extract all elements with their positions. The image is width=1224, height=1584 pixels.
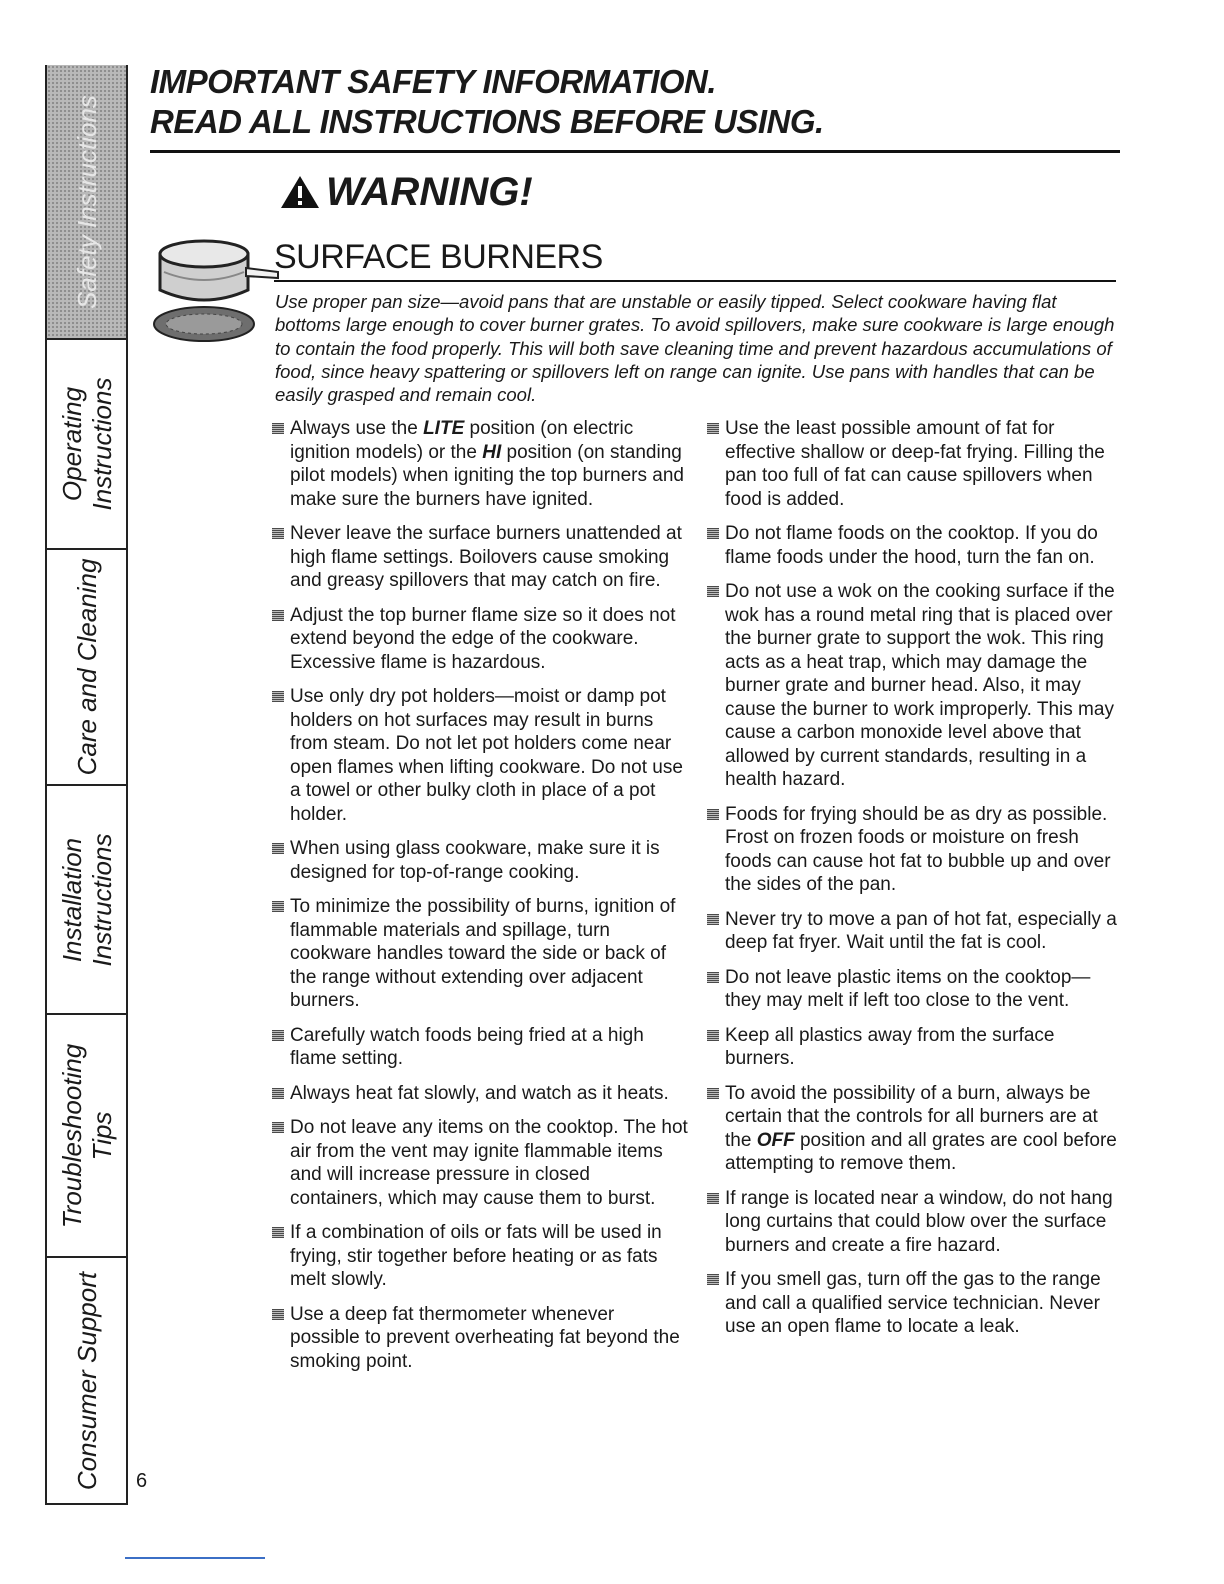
safety-bullet-item — [268, 685, 688, 826]
tab-installation-instructions[interactable] — [47, 786, 126, 1015]
safety-bullet-item — [268, 895, 688, 1013]
bullet-text: Carefully watch foods being fried at a high flame setting. — [290, 1024, 644, 1069]
tab-operating-instructions[interactable] — [47, 340, 126, 550]
safety-bullet-item — [268, 1082, 688, 1106]
bullet-square-icon — [707, 809, 719, 820]
tab-care-and-cleaning[interactable] — [47, 550, 126, 786]
bullet-text: If you smell gas, turn off the gas to the range and call a qualified service technician. Never use an open flame to locate a leak. — [725, 1269, 1101, 1337]
tab-label: Troubleshooting Tips — [56, 1043, 117, 1228]
bullet-text: position (on standing pilot models) when igniting the top burners and make sure the burners have ignited. — [290, 441, 684, 510]
tab-label: Safety Instructions — [71, 94, 102, 309]
page-number: 6 — [136, 1470, 148, 1492]
warning-heading — [280, 168, 533, 216]
bullet-text: If range is located near a window, do not hang long curtains that could blow over the surface burners and create a fire hazard. — [725, 1187, 1113, 1256]
safety-bullet-item — [703, 1268, 1123, 1339]
bullet-text: When using glass cookware, make sure it is designed for top-of-range cooking. — [290, 838, 660, 883]
bullet-text: Adjust the top burner flame size so it does not extend beyond the edge of the cookware. Excessive flame is hazardous. — [290, 604, 676, 673]
tab-label: Consumer Support — [71, 1271, 102, 1490]
bullet-square-icon — [272, 1088, 284, 1099]
tab-troubleshooting-tips[interactable] — [47, 1015, 126, 1258]
bullet-text: position (on electric ignition models) or the — [290, 418, 634, 463]
bullet-text: Do not leave any items on the cooktop. The hot air from the vent may ignite flammable items and will increase pressure in closed containers, which may cause them to burst. — [290, 1117, 688, 1209]
bullet-square-icon — [272, 1030, 284, 1041]
bullet-square-icon — [707, 972, 719, 983]
safety-bullet-item — [268, 1303, 688, 1374]
safety-bullet-item — [703, 908, 1123, 955]
safety-bullet-item — [703, 1187, 1123, 1258]
bullet-square-icon — [272, 1227, 284, 1238]
bullet-square-icon — [707, 1274, 719, 1285]
safety-bullet-item — [268, 417, 688, 511]
bullet-square-icon — [707, 528, 719, 539]
safety-bullet-item — [268, 1024, 688, 1071]
emphasized-text: LITE — [423, 418, 465, 439]
bullet-text: position and all grates are cool before attempting to remove them. — [725, 1129, 1117, 1174]
bullet-square-icon — [272, 901, 284, 912]
tab-safety-instructions[interactable] — [47, 65, 126, 340]
tab-label: Care and Cleaning — [71, 558, 102, 776]
section-intro: Use proper pan size—avoid pans that are unstable or easily tipped. Select cookware having flat bottoms large enough to cover burner grates. To avoid spillovers, make sure cookware is large enough to contain the food properly. This will both save cleaning time and prevent hazardous accumulations of food, since heavy spattering or spillovers left on range can ignite. Use pans with handles that can be easily grasped and remain cool. — [275, 291, 1115, 406]
bullet-text: Foods for frying should be as dry as possible. Frost on frozen foods or moisture on fresh foods can cause hot fat to bubble up and over the sides of the pan. — [725, 803, 1111, 895]
bullet-text: Never leave the surface burners unattended at high flame settings. Boilovers cause smoking and greasy spillovers that may catch on fire. — [290, 523, 682, 591]
bullet-square-icon — [272, 528, 284, 539]
bullet-square-icon — [272, 423, 284, 434]
bullet-text: To avoid the possibility of a burn, always be certain that the controls for all burners are at the — [725, 1082, 1098, 1151]
bullet-text: Keep all plastics away from the surface burners. — [725, 1024, 1055, 1069]
bullet-text: Always use the — [290, 418, 424, 439]
bullet-square-icon — [272, 843, 284, 854]
bullet-text: Do not leave plastic items on the cooktop—they may melt if left too close to the vent. — [725, 966, 1091, 1011]
section-tab-sidebar — [45, 65, 128, 1505]
emphasized-text: OFF — [756, 1129, 795, 1151]
tab-consumer-support[interactable] — [47, 1258, 126, 1505]
safety-bullet-item — [703, 522, 1123, 569]
bullet-square-icon — [707, 423, 719, 434]
bullet-text: Always heat fat slowly, and watch as it heats. — [290, 1082, 669, 1104]
bullet-square-icon — [272, 1309, 284, 1320]
safety-bullet-item — [268, 837, 688, 884]
page-title — [150, 62, 1120, 153]
tab-label: Operating Instructions — [56, 377, 117, 511]
emphasized-text: HI — [482, 441, 502, 463]
bullet-text: Never try to move a pan of hot fat, especially a deep fat fryer. Wait until the fat is cool. — [725, 908, 1117, 953]
safety-bullet-item — [703, 803, 1123, 897]
safety-bullet-item — [268, 604, 688, 675]
warning-triangle-icon — [280, 174, 320, 210]
bullet-square-icon — [707, 1088, 719, 1099]
bullet-square-icon — [707, 1030, 719, 1041]
warning-label: WARNING! — [326, 170, 533, 214]
title-line-2: READ ALL INSTRUCTIONS BEFORE USING. — [150, 103, 824, 140]
bullet-text: Use a deep fat thermometer whenever possible to prevent overheating fat beyond the smoking point. — [290, 1303, 680, 1372]
bullet-square-icon — [272, 691, 284, 702]
safety-bullet-item — [703, 1082, 1123, 1176]
safety-bullet-item — [703, 580, 1123, 792]
bullet-square-icon — [707, 1193, 719, 1204]
bullet-square-icon — [707, 586, 719, 597]
bullet-text: Use the least possible amount of fat for effective shallow or deep-fat frying. Filling the pan too full of fat can cause spillovers when food is added. — [725, 418, 1105, 510]
bullet-square-icon — [272, 610, 284, 621]
bullet-text: Do not use a wok on the cooking surface if the wok has a round metal ring that is placed over the burner grate to support the wok. This ring acts as a heat trap, which may damage the burner grate and burner head. Also, it may cause the burner to work improperly. This may cause a carbon monoxide level above that allowed by current standards, resulting in a health hazard. — [725, 581, 1115, 790]
bullet-column-left — [268, 417, 688, 1384]
safety-bullet-item — [268, 1116, 688, 1210]
bullet-text: Do not flame foods on the cooktop. If you do flame foods under the hood, turn the fan on. — [725, 523, 1098, 568]
bullet-square-icon — [707, 914, 719, 925]
bullet-text: To minimize the possibility of burns, ignition of flammable materials and spillage, turn cookware handles toward the side or back of the range without extending over adjacent burners. — [290, 896, 676, 1011]
safety-bullet-item — [703, 1024, 1123, 1071]
bullet-square-icon — [272, 1122, 284, 1133]
bullet-text: If a combination of oils or fats will be used in frying, stir together before heating or as fats melt slowly. — [290, 1222, 662, 1290]
safety-bullet-item — [268, 522, 688, 593]
safety-bullet-item — [703, 966, 1123, 1013]
title-line-1: IMPORTANT SAFETY INFORMATION. — [150, 63, 717, 100]
pot-icon — [146, 232, 286, 350]
safety-bullet-item — [268, 1221, 688, 1292]
footer-rule — [125, 1557, 265, 1559]
bullet-text: Use only dry pot holders—moist or damp pot holders on hot surfaces may result in burns from steam. Do not let pot holders come near open flames when lifting cookware. Do not use a towel or other bulky cloth in place of a pot holder. — [290, 686, 683, 825]
section-title: SURFACE BURNERS — [274, 236, 1116, 282]
tab-label: Installation Instructions — [56, 833, 117, 966]
bullet-column-right — [703, 417, 1123, 1350]
safety-bullet-item — [703, 417, 1123, 511]
